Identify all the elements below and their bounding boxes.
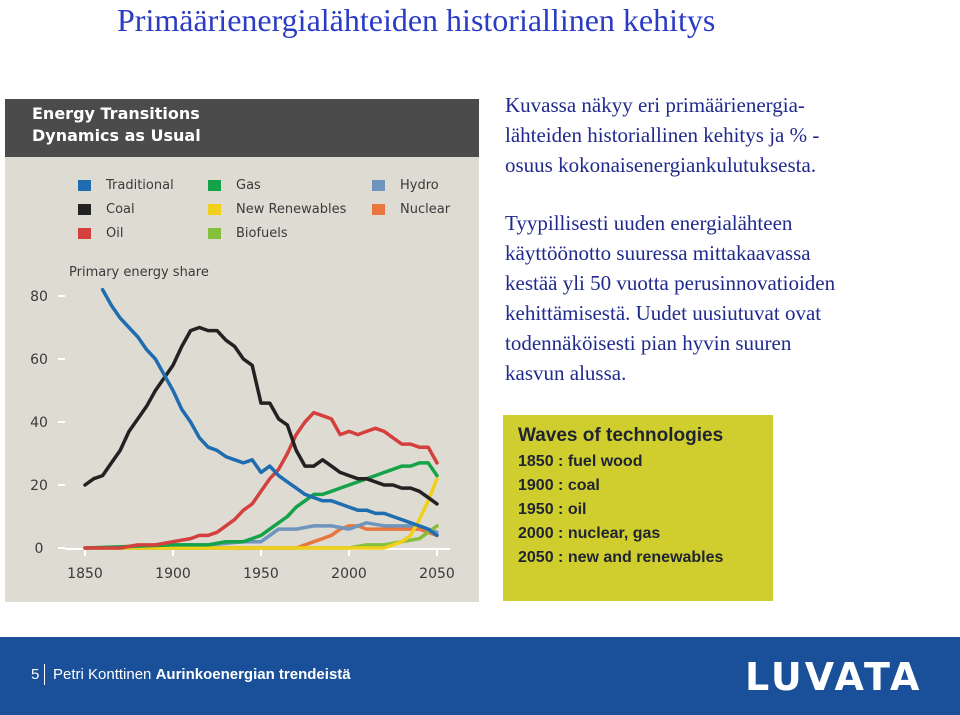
slide-title: Primäärienergialähteiden historiallinen kehitys (117, 2, 716, 38)
description-line: kestää yli 50 vuotta perusinnovatioiden (505, 271, 836, 295)
luvata-logo: LUVATA (745, 655, 923, 699)
footer-separator (44, 664, 45, 685)
footer-bar (0, 637, 960, 715)
legend-label: Traditional (106, 178, 174, 193)
x-tick-label: 1900 (155, 566, 191, 582)
footer-author: Petri Konttinen (53, 666, 152, 683)
description-paragraph-1 (505, 90, 950, 180)
x-tick-label: 2000 (331, 566, 367, 582)
footer-topic: Aurinkoenergian trendeistä (155, 666, 351, 683)
waves-item: 2050 : new and renewables (518, 549, 724, 566)
waves-item: 2000 : nuclear, gas (518, 525, 661, 542)
description-line: Tyypillisesti uuden energialähteen (505, 211, 793, 235)
description-line: todennäköisesti pian hyvin suuren (505, 331, 792, 355)
description-line: lähteiden historiallinen kehitys ja % - (505, 123, 820, 147)
footer-text (53, 666, 351, 683)
waves-of-technologies-box (503, 415, 773, 601)
chart-title-line-2: Dynamics as Usual (32, 126, 201, 145)
x-tick-label: 1950 (243, 566, 279, 582)
y-tick-label: 40 (30, 415, 48, 431)
line-chart (5, 99, 479, 602)
legend-label: Coal (106, 202, 135, 217)
chart-panel (5, 99, 479, 602)
y-axis-title: Primary energy share (69, 265, 209, 280)
y-tick-label: 80 (30, 289, 48, 305)
legend-label: Gas (236, 178, 261, 193)
y-tick-label: 0 (34, 541, 44, 557)
waves-item: 1950 : oil (518, 501, 587, 518)
page-number: 5 (31, 666, 40, 683)
chart-title-line-1: Energy Transitions (32, 104, 200, 123)
legend-label: Biofuels (236, 226, 288, 241)
y-tick-label: 60 (30, 352, 48, 368)
description-line: käyttöönotto suuressa mittakaavassa (505, 241, 811, 265)
description-line: Kuvassa näkyy eri primäärienergia- (505, 93, 805, 117)
waves-item: 1900 : coal (518, 477, 600, 494)
description-paragraph-2 (505, 208, 950, 388)
series-line-traditional (103, 290, 437, 536)
legend-label: Nuclear (400, 202, 451, 217)
x-tick-label: 2050 (419, 566, 455, 582)
series-line-gas (85, 463, 437, 548)
description-line: kasvun alussa. (505, 361, 627, 385)
x-tick-label: 1850 (67, 566, 103, 582)
legend-label: Oil (106, 226, 124, 241)
series-line-coal (85, 328, 437, 504)
y-tick-label: 20 (30, 478, 48, 494)
legend-label: New Renewables (236, 202, 347, 217)
legend-label: Hydro (400, 178, 439, 193)
waves-title: Waves of technologies (518, 425, 724, 446)
waves-item: 1850 : fuel wood (518, 453, 643, 470)
description-line: kehittämisestä. Uudet uusiutuvat ovat (505, 301, 822, 325)
description-line: osuus kokonaisenergiankulutuksesta. (505, 153, 817, 177)
